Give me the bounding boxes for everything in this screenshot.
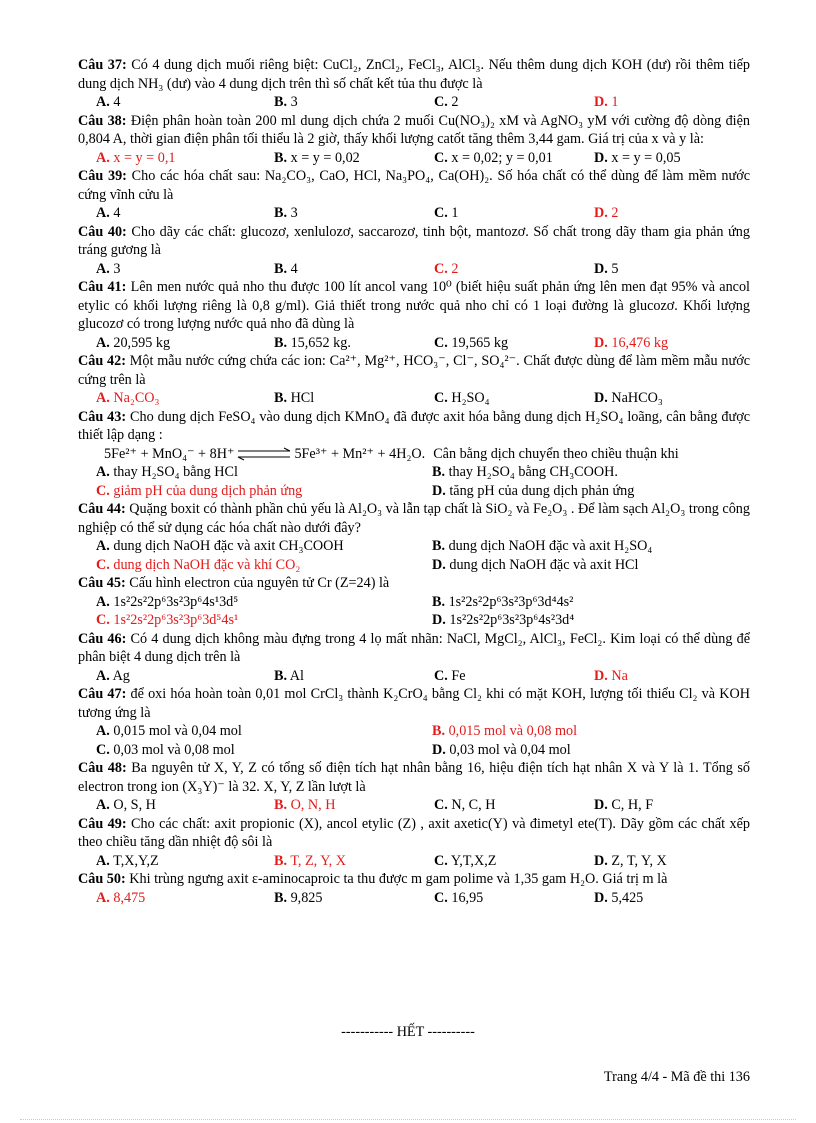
options-row	[78, 722, 750, 741]
options-row	[78, 93, 750, 112]
option-text: 3	[290, 205, 298, 221]
option-a	[78, 204, 256, 223]
option-letter: B.	[432, 593, 446, 610]
options-row	[78, 889, 750, 908]
option-text: T,X,Y,Z	[113, 852, 159, 869]
option-text: 0,03 mol và 0,08 mol	[113, 741, 235, 758]
option-text: x = y = 0,02	[290, 149, 360, 166]
option-letter: D.	[594, 94, 608, 110]
question-number: Câu 49:	[78, 815, 127, 832]
option-text: 1s²2s²2p⁶3s²3p⁶3d⁴4s²	[448, 593, 574, 610]
option-text: C, H, F	[611, 797, 654, 813]
option-text: x = y = 0,1	[113, 149, 176, 166]
question-stem	[78, 408, 750, 445]
option-letter: B.	[274, 889, 288, 906]
question-number: Câu 44:	[78, 501, 126, 517]
option-c-correct	[78, 556, 414, 575]
options-row	[78, 334, 750, 353]
option-text: 2	[611, 205, 619, 221]
option-letter: B.	[274, 149, 288, 166]
option-c-correct	[78, 611, 414, 630]
option-d	[576, 852, 736, 871]
option-c	[416, 667, 576, 686]
option-text: T, Z, Y, X	[290, 852, 347, 869]
option-b-correct	[256, 796, 416, 815]
option-c	[416, 93, 576, 112]
option-d	[576, 260, 736, 279]
question-block	[78, 223, 750, 279]
option-d	[414, 482, 750, 501]
options-row	[78, 204, 750, 223]
option-letter: B.	[274, 334, 288, 351]
option-d	[576, 389, 736, 408]
question-text: Ba nguyên tử X, Y, Z có tổng số điện tích hạt nhân bằng 16, hiệu điện tích hạt nhân X và Y là 1. Tổng số electron trong ion (X₃Y)⁻ là 32. X, Y, Z lần lượt là	[78, 760, 750, 795]
option-text: 1s²2s²2p⁶3s²3p⁶3d⁵4s¹	[113, 612, 239, 628]
option-letter: A.	[96, 852, 110, 869]
option-text: 20,595 kg	[113, 334, 171, 351]
page-bottom-divider	[20, 1119, 796, 1120]
option-b	[414, 593, 750, 612]
question-text: Cho các hóa chất sau: Na₂CO₃, CaO, HCl, Na₃PO₄, Ca(OH)₂. Số hóa chất có thể dùng để làm mềm nước cứng vĩnh cửu là	[78, 168, 751, 203]
question-block	[78, 167, 750, 223]
question-block	[78, 759, 750, 815]
question-block	[78, 352, 750, 408]
option-letter: A.	[96, 723, 110, 739]
options-row	[78, 463, 750, 482]
equilibrium-arrow-icon	[236, 447, 292, 461]
options-row	[78, 389, 750, 408]
option-letter: B.	[274, 260, 288, 277]
option-b	[256, 889, 416, 908]
option-text: 0,015 mol và 0,04 mol	[113, 723, 242, 739]
options-row	[78, 149, 750, 168]
equation-reactants: 5Fe²⁺ + MnO₄⁻ + 8H⁺	[104, 445, 235, 462]
option-letter: B.	[432, 538, 446, 554]
option-text: thay H₂SO₄ bằng HCl	[113, 464, 238, 480]
option-c	[416, 334, 576, 353]
question-number: Câu 46:	[78, 630, 127, 647]
option-c	[416, 389, 576, 408]
question-number: Câu 48:	[78, 760, 127, 776]
options-row	[78, 482, 750, 501]
option-text: 0,03 mol và 0,04 mol	[449, 741, 571, 758]
option-text: 5	[611, 260, 619, 277]
options-row	[78, 667, 750, 686]
option-text: 4	[113, 205, 121, 221]
option-text: 9,825	[290, 889, 323, 906]
question-stem	[78, 56, 750, 93]
option-a	[78, 796, 256, 815]
option-text: thay H₂SO₄ bằng CH₃COOH.	[448, 464, 618, 480]
option-letter: C.	[434, 889, 448, 906]
option-letter: A.	[96, 889, 110, 906]
question-block	[78, 685, 750, 759]
option-letter: D.	[594, 149, 608, 166]
option-text: 2	[451, 94, 459, 110]
option-text: 15,652 kg.	[290, 334, 351, 351]
question-block	[78, 112, 750, 168]
question-block	[78, 870, 750, 907]
option-text: x = 0,02; y = 0,01	[451, 149, 553, 166]
option-a-correct	[78, 389, 256, 408]
end-marker: ----------- HẾT ----------	[341, 1024, 475, 1040]
option-text: Al	[289, 667, 304, 684]
option-a	[78, 722, 414, 741]
options-row	[78, 741, 750, 760]
option-text: dung dịch NaOH đặc và axit CH₃COOH	[113, 538, 344, 554]
options-row	[78, 852, 750, 871]
option-letter: B.	[432, 464, 446, 480]
option-letter: A.	[96, 538, 110, 554]
option-letter: D.	[432, 482, 446, 499]
option-letter: D.	[594, 889, 608, 906]
options-row	[78, 537, 750, 556]
option-text: 5,425	[611, 889, 644, 906]
option-d	[576, 149, 736, 168]
question-stem	[78, 352, 750, 389]
options-row	[78, 593, 750, 612]
option-text: NaHCO₃	[611, 390, 663, 406]
option-b	[256, 204, 416, 223]
question-stem	[78, 759, 750, 796]
option-b	[256, 389, 416, 408]
option-c-correct	[78, 482, 414, 501]
option-b	[256, 667, 416, 686]
question-block	[78, 500, 750, 574]
question-number: Câu 45:	[78, 575, 126, 591]
option-a	[78, 260, 256, 279]
option-letter: D.	[432, 741, 446, 758]
question-number: Câu 38:	[78, 112, 127, 129]
option-text: O, S, H	[113, 797, 156, 813]
option-letter: C.	[96, 741, 110, 758]
option-letter: D.	[594, 205, 608, 221]
option-letter: C.	[434, 667, 448, 684]
question-number: Câu 41:	[78, 279, 127, 295]
option-letter: A.	[96, 260, 110, 277]
option-letter: B.	[274, 94, 288, 110]
options-row	[78, 556, 750, 575]
option-b	[414, 463, 750, 482]
question-stem	[78, 500, 750, 537]
option-text: Ag	[112, 667, 130, 684]
options-row	[78, 260, 750, 279]
option-d-correct	[576, 93, 736, 112]
option-text: 1s²2s²2p⁶3s²3p⁶4s²3d⁴	[449, 612, 575, 628]
option-letter: A.	[96, 205, 110, 221]
option-c	[416, 852, 576, 871]
question-text: Khi trùng ngưng axit ε-aminocaproic ta thu được m gam polime và 1,35 gam H₂O. Giá trị m là	[129, 871, 668, 887]
option-letter: C.	[434, 390, 448, 406]
question-text: Có 4 dung dịch không màu đựng trong 4 lọ mất nhãn: NaCl, MgCl₂, AlCl₃, FeCl₂. Kim loại có thể dùng để phân biệt 4 dung dịch trên là	[78, 630, 750, 665]
question-block	[78, 815, 750, 871]
option-text: 3	[113, 260, 121, 277]
option-letter: B.	[274, 390, 288, 406]
option-text: O, N, H	[290, 797, 336, 813]
option-c	[416, 204, 576, 223]
question-number: Câu 43:	[78, 408, 127, 425]
option-a	[78, 93, 256, 112]
question-stem	[78, 574, 750, 593]
option-text: 16,476 kg	[611, 334, 669, 351]
question-text: Cho các chất: axit propionic (X), ancol etylic (Z) , axit axetic(Y) và đimetyl ete(T). Dãy gồm các chất xếp theo chiều tăng dần nhiệt độ sôi là	[78, 815, 750, 850]
option-b	[256, 149, 416, 168]
option-a	[78, 334, 256, 353]
option-letter: D.	[432, 556, 446, 573]
question-text: Có 4 dung dịch muối riêng biệt: CuCl₂, ZnCl₂, FeCl₃, AlCl₃. Nếu thêm dung dịch KOH (dư) rồi thêm tiếp dung dịch NH₃ (dư) vào 4 dung dịch trên thì số chất kết tủa thu được là	[78, 57, 751, 92]
option-letter: C.	[96, 482, 110, 499]
option-text: 2	[451, 260, 459, 277]
option-b	[414, 537, 750, 556]
option-b	[256, 334, 416, 353]
option-b-correct	[256, 852, 416, 871]
question-stem	[78, 815, 750, 852]
option-text: giảm pH của dung dịch phản ứng	[113, 482, 303, 499]
question-block	[78, 278, 750, 352]
option-letter: C.	[434, 852, 448, 869]
option-letter: D.	[432, 612, 446, 628]
option-text: dung dịch NaOH đặc và axit H₂SO₄	[448, 538, 653, 554]
question-stem	[78, 223, 750, 260]
option-letter: D.	[594, 334, 608, 351]
option-letter: A.	[96, 149, 110, 166]
option-a	[78, 593, 414, 612]
option-b	[256, 260, 416, 279]
option-letter: A.	[96, 797, 110, 813]
question-number: Câu 42:	[78, 353, 126, 369]
question-number: Câu 37:	[78, 57, 127, 73]
option-a	[78, 463, 414, 482]
option-letter: D.	[594, 797, 608, 813]
option-text: Z, T, Y, X	[611, 852, 667, 869]
option-letter: A.	[96, 464, 110, 480]
option-b-correct	[414, 722, 750, 741]
option-text: dung dịch NaOH đặc và khí CO₂	[113, 556, 301, 573]
option-a	[78, 852, 256, 871]
option-text: 1	[451, 205, 459, 221]
option-a	[78, 537, 414, 556]
option-text: Y,T,X,Z	[450, 852, 497, 869]
option-letter: C.	[96, 612, 110, 628]
option-letter: A.	[96, 334, 110, 351]
question-text: Cho dãy các chất: glucozơ, xenlulozơ, saccarozơ, tinh bột, mantozơ. Số chất trong dãy tham gia phản ứng tráng gương là	[78, 223, 750, 258]
option-c-correct	[416, 260, 576, 279]
option-a-correct	[78, 889, 256, 908]
option-a	[78, 667, 256, 686]
option-text: Na	[611, 667, 628, 684]
option-b	[256, 93, 416, 112]
question-stem	[78, 630, 750, 667]
options-row	[78, 796, 750, 815]
option-d-correct	[576, 667, 736, 686]
option-letter: C.	[434, 205, 448, 221]
option-a-correct	[78, 149, 256, 168]
option-text: 4	[290, 260, 298, 277]
option-d	[414, 556, 750, 575]
page-footer: Trang 4/4 - Mã đề thi 136	[603, 1069, 750, 1085]
option-letter: D.	[594, 260, 608, 277]
option-c	[78, 741, 414, 760]
question-number: Câu 39:	[78, 168, 127, 184]
option-d	[576, 796, 736, 815]
question-number: Câu 40:	[78, 223, 127, 240]
option-text: 4	[113, 94, 121, 110]
option-text: H₂SO₄	[451, 390, 490, 406]
option-text: x = y = 0,05	[611, 149, 681, 166]
option-text: 1	[611, 94, 619, 110]
option-letter: B.	[274, 797, 288, 813]
option-text: Na₂CO₃	[113, 390, 160, 406]
option-text: N, C, H	[451, 797, 496, 813]
option-d-correct	[576, 334, 736, 353]
question-stem	[78, 112, 750, 149]
question-block	[78, 56, 750, 112]
option-text: Fe	[451, 667, 466, 684]
option-text: tăng pH của dung dịch phản ứng	[449, 482, 635, 499]
equation-note: Cân bằng dịch chuyển theo chiều thuận khi	[433, 445, 679, 462]
option-d	[414, 741, 750, 760]
question-stem	[78, 167, 750, 204]
question-stem	[78, 685, 750, 722]
option-d	[414, 611, 750, 630]
option-text: dung dịch NaOH đặc và axit HCl	[449, 556, 639, 573]
option-c	[416, 889, 576, 908]
option-letter: B.	[274, 852, 288, 869]
option-letter: A.	[96, 593, 110, 610]
option-d-correct	[576, 204, 736, 223]
question-text: Lên men nước quả nho thu được 100 lít ancol vang 10⁰ (biết hiệu suất phản ứng lên men đạt 95% và ancol etylic có khối lượng riêng là 0,8 g/ml). Giả thiết trong nước quả nho chỉ có 1 loại đường là glucozơ. Khối lượng glucozơ có trong lượng nước quả nho đã dùng là	[78, 279, 750, 332]
option-text: 0,015 mol và 0,08 mol	[448, 723, 578, 739]
options-row	[78, 611, 750, 630]
option-letter: D.	[594, 667, 608, 684]
option-letter: D.	[594, 852, 608, 869]
equilibrium-equation	[78, 445, 750, 464]
option-letter: C.	[434, 797, 448, 813]
question-number: Câu 47:	[78, 686, 127, 702]
question-text: Điện phân hoàn toàn 200 ml dung dịch chứa 2 muối Cu(NO₃)₂ xM và AgNO₃ yM với cường độ dòng điện 0,804 A, thời gian điện phân tối thiểu là 2 giờ, thấy khối lượng catốt tăng thêm 3,44 gam. Giá trị của x và y là:	[78, 112, 751, 147]
option-text: 8,475	[113, 889, 146, 906]
option-c	[416, 149, 576, 168]
question-number: Câu 50:	[78, 871, 126, 887]
option-text: HCl	[290, 390, 315, 406]
option-letter: C.	[434, 94, 448, 110]
option-letter: C.	[434, 260, 448, 277]
option-letter: A.	[96, 667, 110, 684]
option-text: 3	[290, 94, 298, 110]
question-text: Một mẫu nước cứng chứa các ion: Ca²⁺, Mg²⁺, HCO₃⁻, Cl⁻, SO₄²⁻. Chất được dùng để làm mềm mẫu nước cứng trên là	[78, 353, 751, 388]
option-letter: B.	[432, 723, 446, 739]
option-letter: C.	[434, 149, 448, 166]
question-text: Cấu hình electron của nguyên tử Cr (Z=24) là	[129, 575, 390, 591]
question-text: Cho dung dịch FeSO₄ vào dung dịch KMnO₄ đã được axit hóa bằng dung dịch H₂SO₄ loãng, cân bằng được thiết lập dạng :	[78, 408, 751, 443]
option-text: 1s²2s²2p⁶3s²3p⁶4s¹3d⁵	[113, 593, 239, 610]
option-c	[416, 796, 576, 815]
option-letter: A.	[96, 390, 110, 406]
option-letter: B.	[274, 667, 288, 684]
question-text: để oxi hóa hoàn toàn 0,01 mol CrCl₃ thành K₂CrO₄ bằng Cl₂ khi có mặt KOH, lượng tối thiểu Cl₂ và KOH tương ứng là	[78, 686, 750, 721]
equation-products: 5Fe³⁺ + Mn²⁺ + 4H₂O.	[294, 445, 426, 462]
question-stem	[78, 278, 750, 334]
question-block	[78, 408, 750, 501]
option-letter: D.	[594, 390, 608, 406]
option-letter: B.	[274, 205, 288, 221]
question-block	[78, 630, 750, 686]
question-stem	[78, 870, 750, 889]
option-letter: C.	[434, 334, 448, 351]
option-letter: C.	[96, 556, 110, 573]
option-letter: A.	[96, 94, 110, 110]
option-text: 19,565 kg	[451, 334, 509, 351]
exam-page	[78, 56, 750, 907]
question-block	[78, 574, 750, 630]
option-text: 16,95	[451, 889, 484, 906]
option-d	[576, 889, 736, 908]
question-text: Quặng boxit có thành phần chủ yếu là Al₂O₃ và lẫn tạp chất là SiO₂ và Fe₂O₃ . Để làm sạch Al₂O₃ trong công nghiệp có thể sử dụng các hóa chất nào dưới đây?	[78, 501, 750, 536]
